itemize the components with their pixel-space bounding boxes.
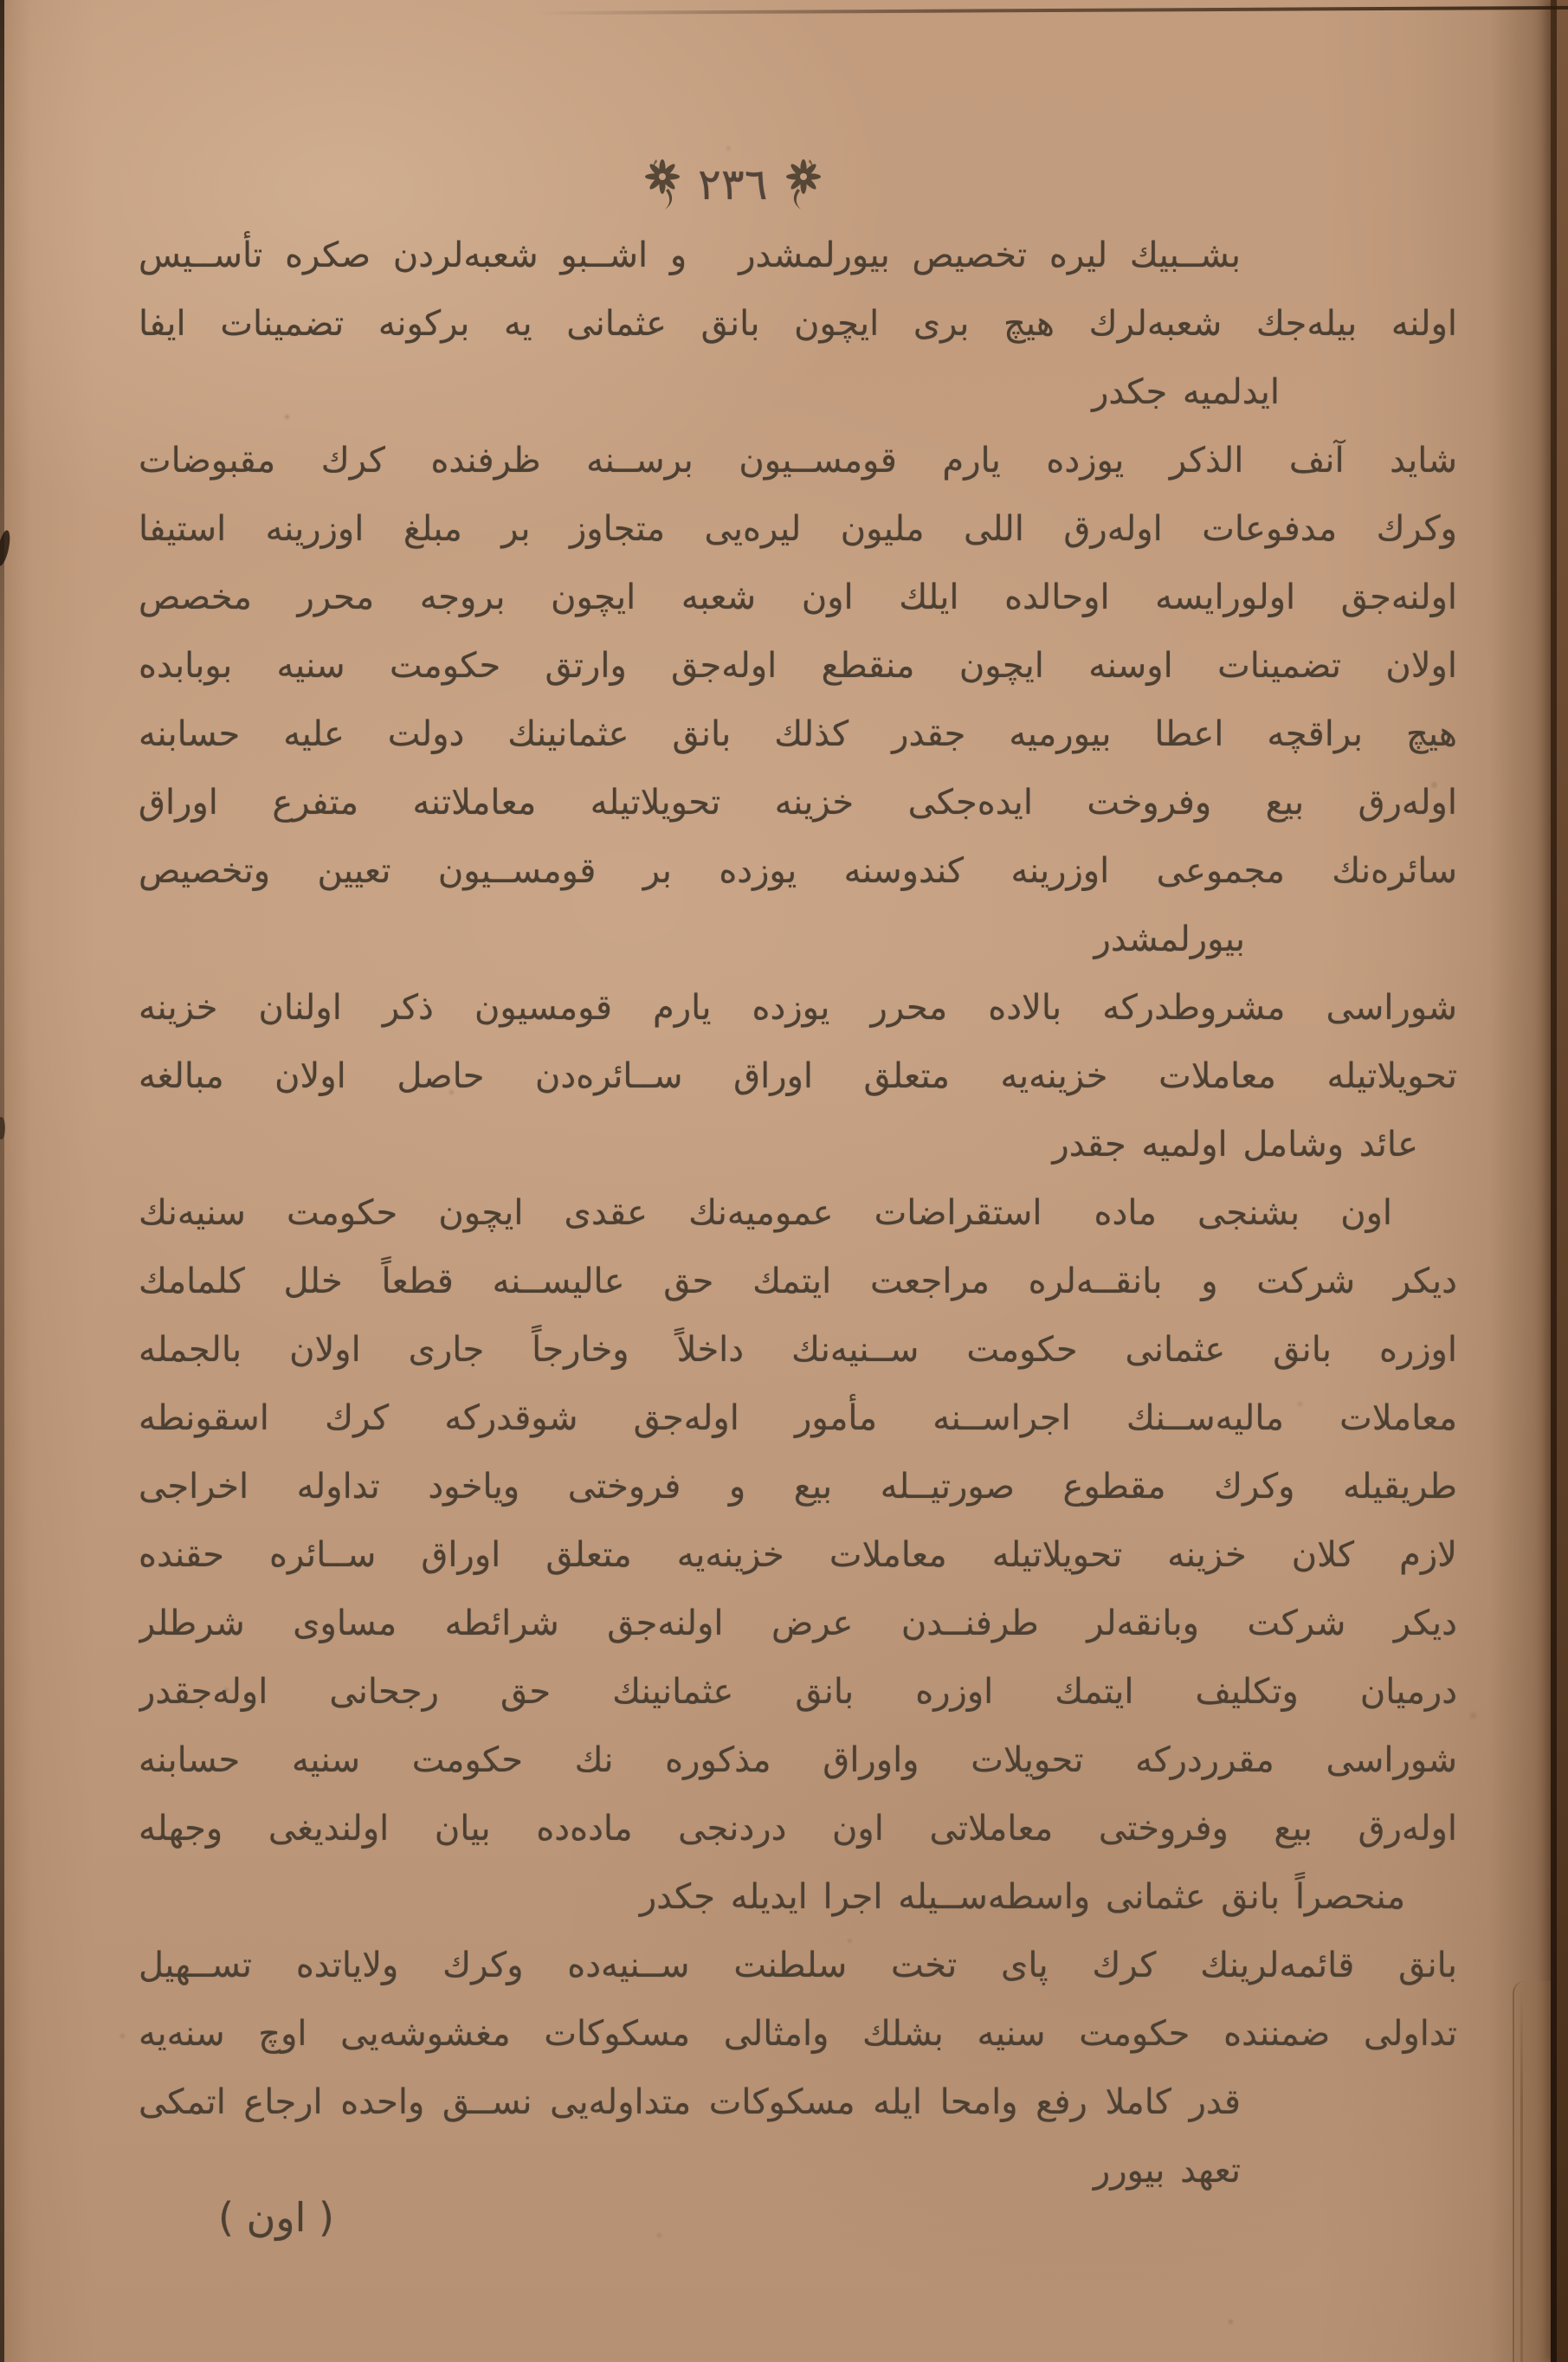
text-line-2: اولنه بيله‌جك شعبه‌لرك هيچ بری ايچون بانق عثمانی يه بركونه تضمينات ايفا xyxy=(139,304,1457,344)
text-line-13: تحويلاتيله معاملات خزينه‌يه متعلق اوراق ســائره‌دن حاصل اولان مبالغه xyxy=(139,1056,1457,1096)
text-line-26: بانق قائمه‌لرينك كرك پای تخت سلطنت ســنيه‌ده وكرك ولاياتده تســهيل xyxy=(139,1946,1457,1985)
text-line-8: هيچ براقچه اعطا بيورميه جقدر كذلك بانق عثمانينك دولت عليه حسابنه xyxy=(139,714,1457,754)
text-line-22: درميان وتكليف ايتمك اوزره بانق عثمانينك حق رجحانی اوله‌جقدر xyxy=(139,1672,1457,1712)
text-line-12: شوراسی مشروطدركه بالاده محرر يوزده يارم قومسيون ذكر اولنان خزينه xyxy=(139,988,1457,1028)
text-line-16: ديكر شركت و بانقــه‌لره مراجعت ايتمك حق عاليســنه قطعاً خلل كلمامك xyxy=(139,1262,1457,1301)
fleuron-icon xyxy=(642,156,682,213)
body-text xyxy=(139,222,1457,2205)
text-line-4: شايد آنف الذكر يوزده يارم قومســيون برســنه ظرفنده كرك مقبوضات xyxy=(139,441,1457,481)
book-gutter-shadow xyxy=(1551,0,1557,2362)
text-line-1: بشــبيك ليره تخصيص بيورلمشدر و اشــبو شعبه‌لردن صكره تأســيس xyxy=(139,236,1241,275)
left-edge-tear-mark xyxy=(0,529,12,567)
catchword: ( اون ) xyxy=(218,2194,334,2241)
left-scan-edge xyxy=(0,0,4,2362)
page-number: ٢٣٦ xyxy=(698,159,768,210)
text-line-17: اوزره بانق عثمانی حكومت ســنيه‌نك داخلاً وخارجاً جاری اولان بالجمله xyxy=(139,1330,1457,1370)
text-line-10: سائره‌نك مجموعی اوزرينه كندوسنه يوزده بر قومســيون تعيين وتخصيص xyxy=(139,851,1457,891)
page-header xyxy=(642,154,823,215)
text-line-20: لازم كلان خزينه تحويلاتيله معاملات خزينه‌يه متعلق اوراق ســائره حقنده xyxy=(139,1535,1457,1575)
top-scan-edge xyxy=(537,6,1568,15)
text-line-15: اون بشنجی ماده استقراضات عموميه‌نك عقدی ايچون حكومت سنيه‌نك xyxy=(139,1193,1392,1233)
text-line-3: ايدلميه جكدر xyxy=(1092,372,1280,412)
text-line-7: اولان تضمينات اوسنه ايچون منقطع اوله‌جق وارتق حكومت سنيه بوبابده xyxy=(139,646,1457,686)
right-scan-edge xyxy=(1557,0,1568,2362)
text-line-21: ديكر شركت وبانقه‌لر طرفنــدن عرض اولنه‌جق شرائطه مساوی شرطلر xyxy=(139,1604,1457,1643)
text-line-9: اوله‌رق بيع وفروخت ايده‌جكی خزينه تحويلاتيله معاملاتنه متفرع اوراق xyxy=(139,783,1457,823)
text-line-23: شوراسی مقرردركه تحويلات واوراق مذكوره نك حكومت سنيه حسابنه xyxy=(139,1740,1457,1780)
text-line-5: وكرك مدفوعات اوله‌رق اللی مليون ليره‌يی متجاوز بر مبلغ اوزرينه استيفا xyxy=(139,509,1457,549)
fleuron-icon xyxy=(784,156,823,213)
text-line-14: عائد وشامل اولميه جقدر xyxy=(1052,1125,1418,1165)
text-line-25: منحصراً بانق عثمانی واسطه‌ســيله اجرا ايديله جكدر xyxy=(639,1877,1405,1917)
underlying-page-edge xyxy=(1513,1981,1551,2362)
left-edge-spot xyxy=(0,1117,5,1139)
text-line-6: اولنه‌جق اولورايسه اوحالده ايلك اون شعبه ايچون بروجه محرر مخصص xyxy=(139,578,1457,617)
text-line-24: اوله‌رق بيع وفروختی معاملاتی اون دردنجی ماده‌ده بيان اولنديغی وجهله xyxy=(139,1809,1457,1849)
text-line-11: بيورلمشدر xyxy=(1094,920,1245,959)
text-line-27: تداولی ضمننده حكومت سنيه بشلك وامثالی مسكوكات مغشوشه‌يی اوچ سنه‌يه xyxy=(139,2014,1457,2054)
text-line-29: تعهد بيورر xyxy=(1093,2151,1241,2191)
text-line-18: معاملات ماليه‌ســنك اجراســنه مأمور اوله‌جق شوقدركه كرك اسقونطه xyxy=(139,1398,1457,1438)
text-line-19: طريقيله وكرك مقطوع صورتيــله بيع و فروختی وياخود تداوله اخراجی xyxy=(139,1467,1457,1507)
text-line-28: قدر كاملا رفع وامحا ايله مسكوكات متداوله‌يی نســق واحده ارجاع اتمكی xyxy=(139,2082,1241,2122)
